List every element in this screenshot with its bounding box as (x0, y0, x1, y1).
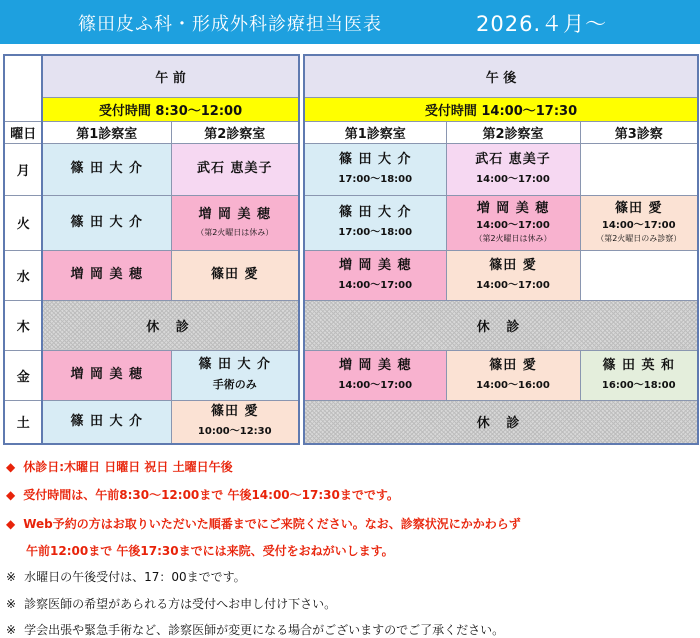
pm-header: 午 後 (304, 55, 698, 97)
bullet-diamond-icon: ◆ (6, 460, 16, 474)
mon-am-room1: 篠 田 大 介 (42, 143, 171, 195)
day-sat: 土 (4, 400, 42, 444)
sat-pm-closed: 休 診 (304, 400, 698, 444)
bullet-diamond-icon: ◆ (6, 488, 16, 502)
note-wednesday: ※ 水曜日の午後受付は、17：00までです。 (6, 570, 246, 584)
day-header: 曜日 (4, 121, 42, 143)
tue-pm-room2: 増 岡 美 穂 14:00～17:00 （第2火曜日は休み） (446, 195, 580, 250)
am-room1-header: 第1診察室 (42, 121, 171, 143)
day-column (3, 54, 43, 445)
reference-mark-icon: ※ (6, 597, 17, 611)
wed-pm-room2: 篠田 愛 14:00～17:00 (446, 250, 580, 300)
wed-pm-room1: 増 岡 美 穂 14:00～17:00 (304, 250, 446, 300)
day-fri: 金 (4, 350, 42, 400)
thu-pm-closed: 休 診 (304, 300, 698, 350)
pm-schedule (303, 54, 699, 445)
day-mon: 月 (4, 143, 42, 195)
thu-am-closed: 休 診 (42, 300, 299, 350)
note-doctor-change: ※ 学会出張や緊急手術など、診察医師が変更になる場合がございますのでご了承ください。 (6, 623, 505, 637)
tue-am-room2: 増 岡 美 穂 （第2火曜日は休み） (171, 195, 299, 250)
schedule-date: 2026.４月～ (476, 12, 608, 36)
pm-room2-header: 第2診察室 (446, 121, 580, 143)
title-bar (0, 0, 700, 44)
mon-pm-room3 (580, 143, 698, 195)
sat-am-room2: 篠田 愛 10:00～12:30 (171, 400, 299, 444)
note-web-reservation-cont: 午前12:00まで 午後17:30までには来院、受付をおねがいします。 (26, 544, 394, 558)
note-reception-hours: ◆ 受付時間は、午前8:30～12:00まで 午後14:00～17:30までです。 (6, 488, 399, 502)
notes-section (0, 450, 700, 636)
day-thu: 木 (4, 300, 42, 350)
day-wed: 水 (4, 250, 42, 300)
day-tue: 火 (4, 195, 42, 250)
tue-pm-room1: 篠 田 大 介 17:00～18:00 (304, 195, 446, 250)
fri-am-room1: 増 岡 美 穂 (42, 350, 171, 400)
wed-pm-room3 (580, 250, 698, 300)
page-title: 篠田皮ふ科・形成外科診療担当医表 (78, 14, 382, 35)
corner-cell (4, 55, 42, 121)
note-doctor-request: ※ 診察医師の希望があられる方は受付へお申し付け下さい。 (6, 597, 337, 611)
reference-mark-icon: ※ (6, 623, 17, 637)
am-schedule (41, 54, 300, 445)
am-header: 午 前 (42, 55, 299, 97)
bullet-diamond-icon: ◆ (6, 517, 16, 531)
tue-pm-room3: 篠田 愛 14:00～17:00 （第2火曜日のみ診察） (580, 195, 698, 250)
note-web-reservation: ◆ Web予約の方はお取りいただいた順番までにご来院ください。なお、診察状況にかかわらず (6, 517, 521, 531)
fri-am-room2: 篠 田 大 介 手術のみ (171, 350, 299, 400)
am-reception-hours: 受付時間 8:30～12:00 (42, 97, 299, 121)
pm-reception-hours: 受付時間 14:00～17:30 (304, 97, 698, 121)
fri-pm-room1: 増 岡 美 穂 14:00～17:00 (304, 350, 446, 400)
fri-pm-room2: 篠田 愛 14:00～16:00 (446, 350, 580, 400)
am-room2-header: 第2診察室 (171, 121, 299, 143)
note-closed-days: ◆ 休診日:木曜日 日曜日 祝日 土曜日午後 (6, 460, 233, 474)
wed-am-room1: 増 岡 美 穂 (42, 250, 171, 300)
tue-am-room1: 篠 田 大 介 (42, 195, 171, 250)
pm-room1-header: 第1診察室 (304, 121, 446, 143)
fri-pm-room3: 篠 田 英 和 16:00～18:00 (580, 350, 698, 400)
sat-am-room1: 篠 田 大 介 (42, 400, 171, 444)
pm-room3-header: 第3診察 (580, 121, 698, 143)
mon-pm-room1: 篠 田 大 介 17:00～18:00 (304, 143, 446, 195)
mon-am-room2: 武石 恵美子 (171, 143, 299, 195)
mon-pm-room2: 武石 恵美子 14:00～17:00 (446, 143, 580, 195)
wed-am-room2: 篠田 愛 (171, 250, 299, 300)
reference-mark-icon: ※ (6, 570, 17, 584)
